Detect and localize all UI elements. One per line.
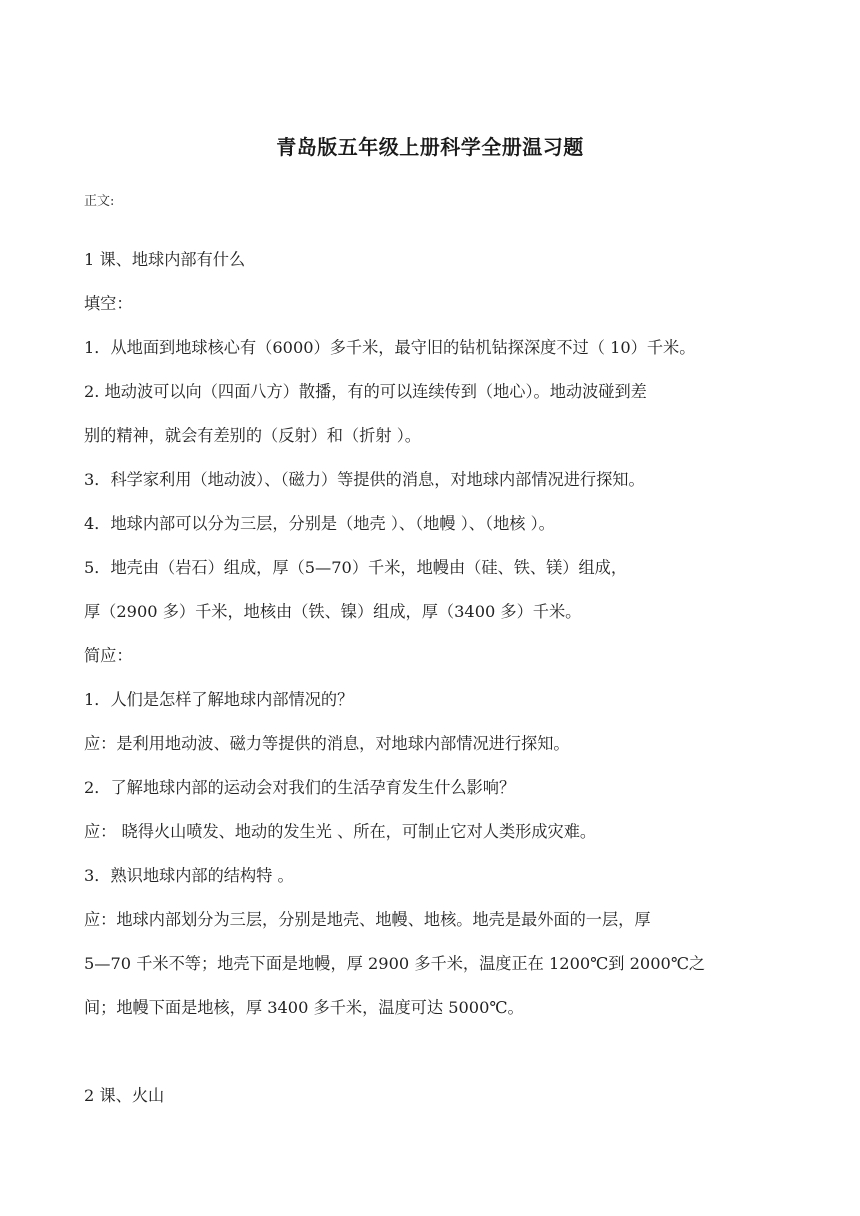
fill-item-3: 3．科学家利用（地动波）、（磁力）等提供的消息，对地球内部情况进行探知。 bbox=[84, 470, 645, 489]
fill-item-5: 5．地壳由（岩石）组成，厚（5—70）千米，地幔由（硅、铁、镁）组成， bbox=[84, 558, 628, 577]
document-title: 青岛版五年级上册科学全册温习题 bbox=[276, 135, 584, 159]
answer-1: 应：是利用地动波、磁力等提供的消息，对地球内部情况进行探知。 bbox=[84, 734, 570, 753]
question-1: 1．人们是怎样了解地球内部情况的？ bbox=[84, 690, 354, 709]
section-spacer bbox=[84, 1030, 784, 1074]
fill-item-2: 2. 地动波可以向（四面八方）散播，有的可以连续传到（地心）。地动波碰到差 bbox=[84, 382, 647, 401]
answer-3-continued: 5—70 千米不等；地壳下面是地幔，厚 2900 多千米，温度正在 1200℃到 2000℃之 bbox=[84, 954, 706, 973]
short-answer-label: 简应： bbox=[84, 646, 133, 665]
answer-3: 应：地球内部划分为三层，分别是地壳、地幔、地核。地壳是最外面的一层，厚 bbox=[84, 910, 651, 929]
fill-in-label: 填空： bbox=[84, 294, 133, 313]
question-2: 2．了解地球内部的运动会对我们的生活孕育发生什么影响？ bbox=[84, 778, 516, 797]
fill-item-4: 4．地球内部可以分为三层，分别是（地壳 ）、（地幔 ）、（地核 ）。 bbox=[84, 514, 555, 533]
fill-item-1: 1．从地面到地球核心有（6000）多千米，最守旧的钻机钻探深度不过（ 10）千米。 bbox=[84, 338, 696, 357]
document-body bbox=[84, 238, 784, 1118]
lesson-2-heading: 2 课、火山 bbox=[84, 1086, 165, 1105]
fill-item-2-continued: 别的精神，就会有差别的（反射）和（折射 ）。 bbox=[84, 426, 421, 445]
fill-item-5-continued: 厚（2900 多）千米，地核由（铁、镍）组成，厚（3400 多）千米。 bbox=[84, 602, 582, 621]
question-3: 3．熟识地球内部的结构特 。 bbox=[84, 866, 294, 885]
answer-3-end: 间；地幔下面是地核，厚 3400 多千米，温度可达 5000℃。 bbox=[84, 998, 524, 1017]
lesson-1-heading: 1 课、地球内部有什么 bbox=[84, 250, 246, 269]
answer-2: 应： 晓得火山喷发、地动的发生光 、所在，可制止它对人类形成灾难。 bbox=[84, 822, 597, 841]
body-label: 正文: bbox=[84, 194, 115, 209]
